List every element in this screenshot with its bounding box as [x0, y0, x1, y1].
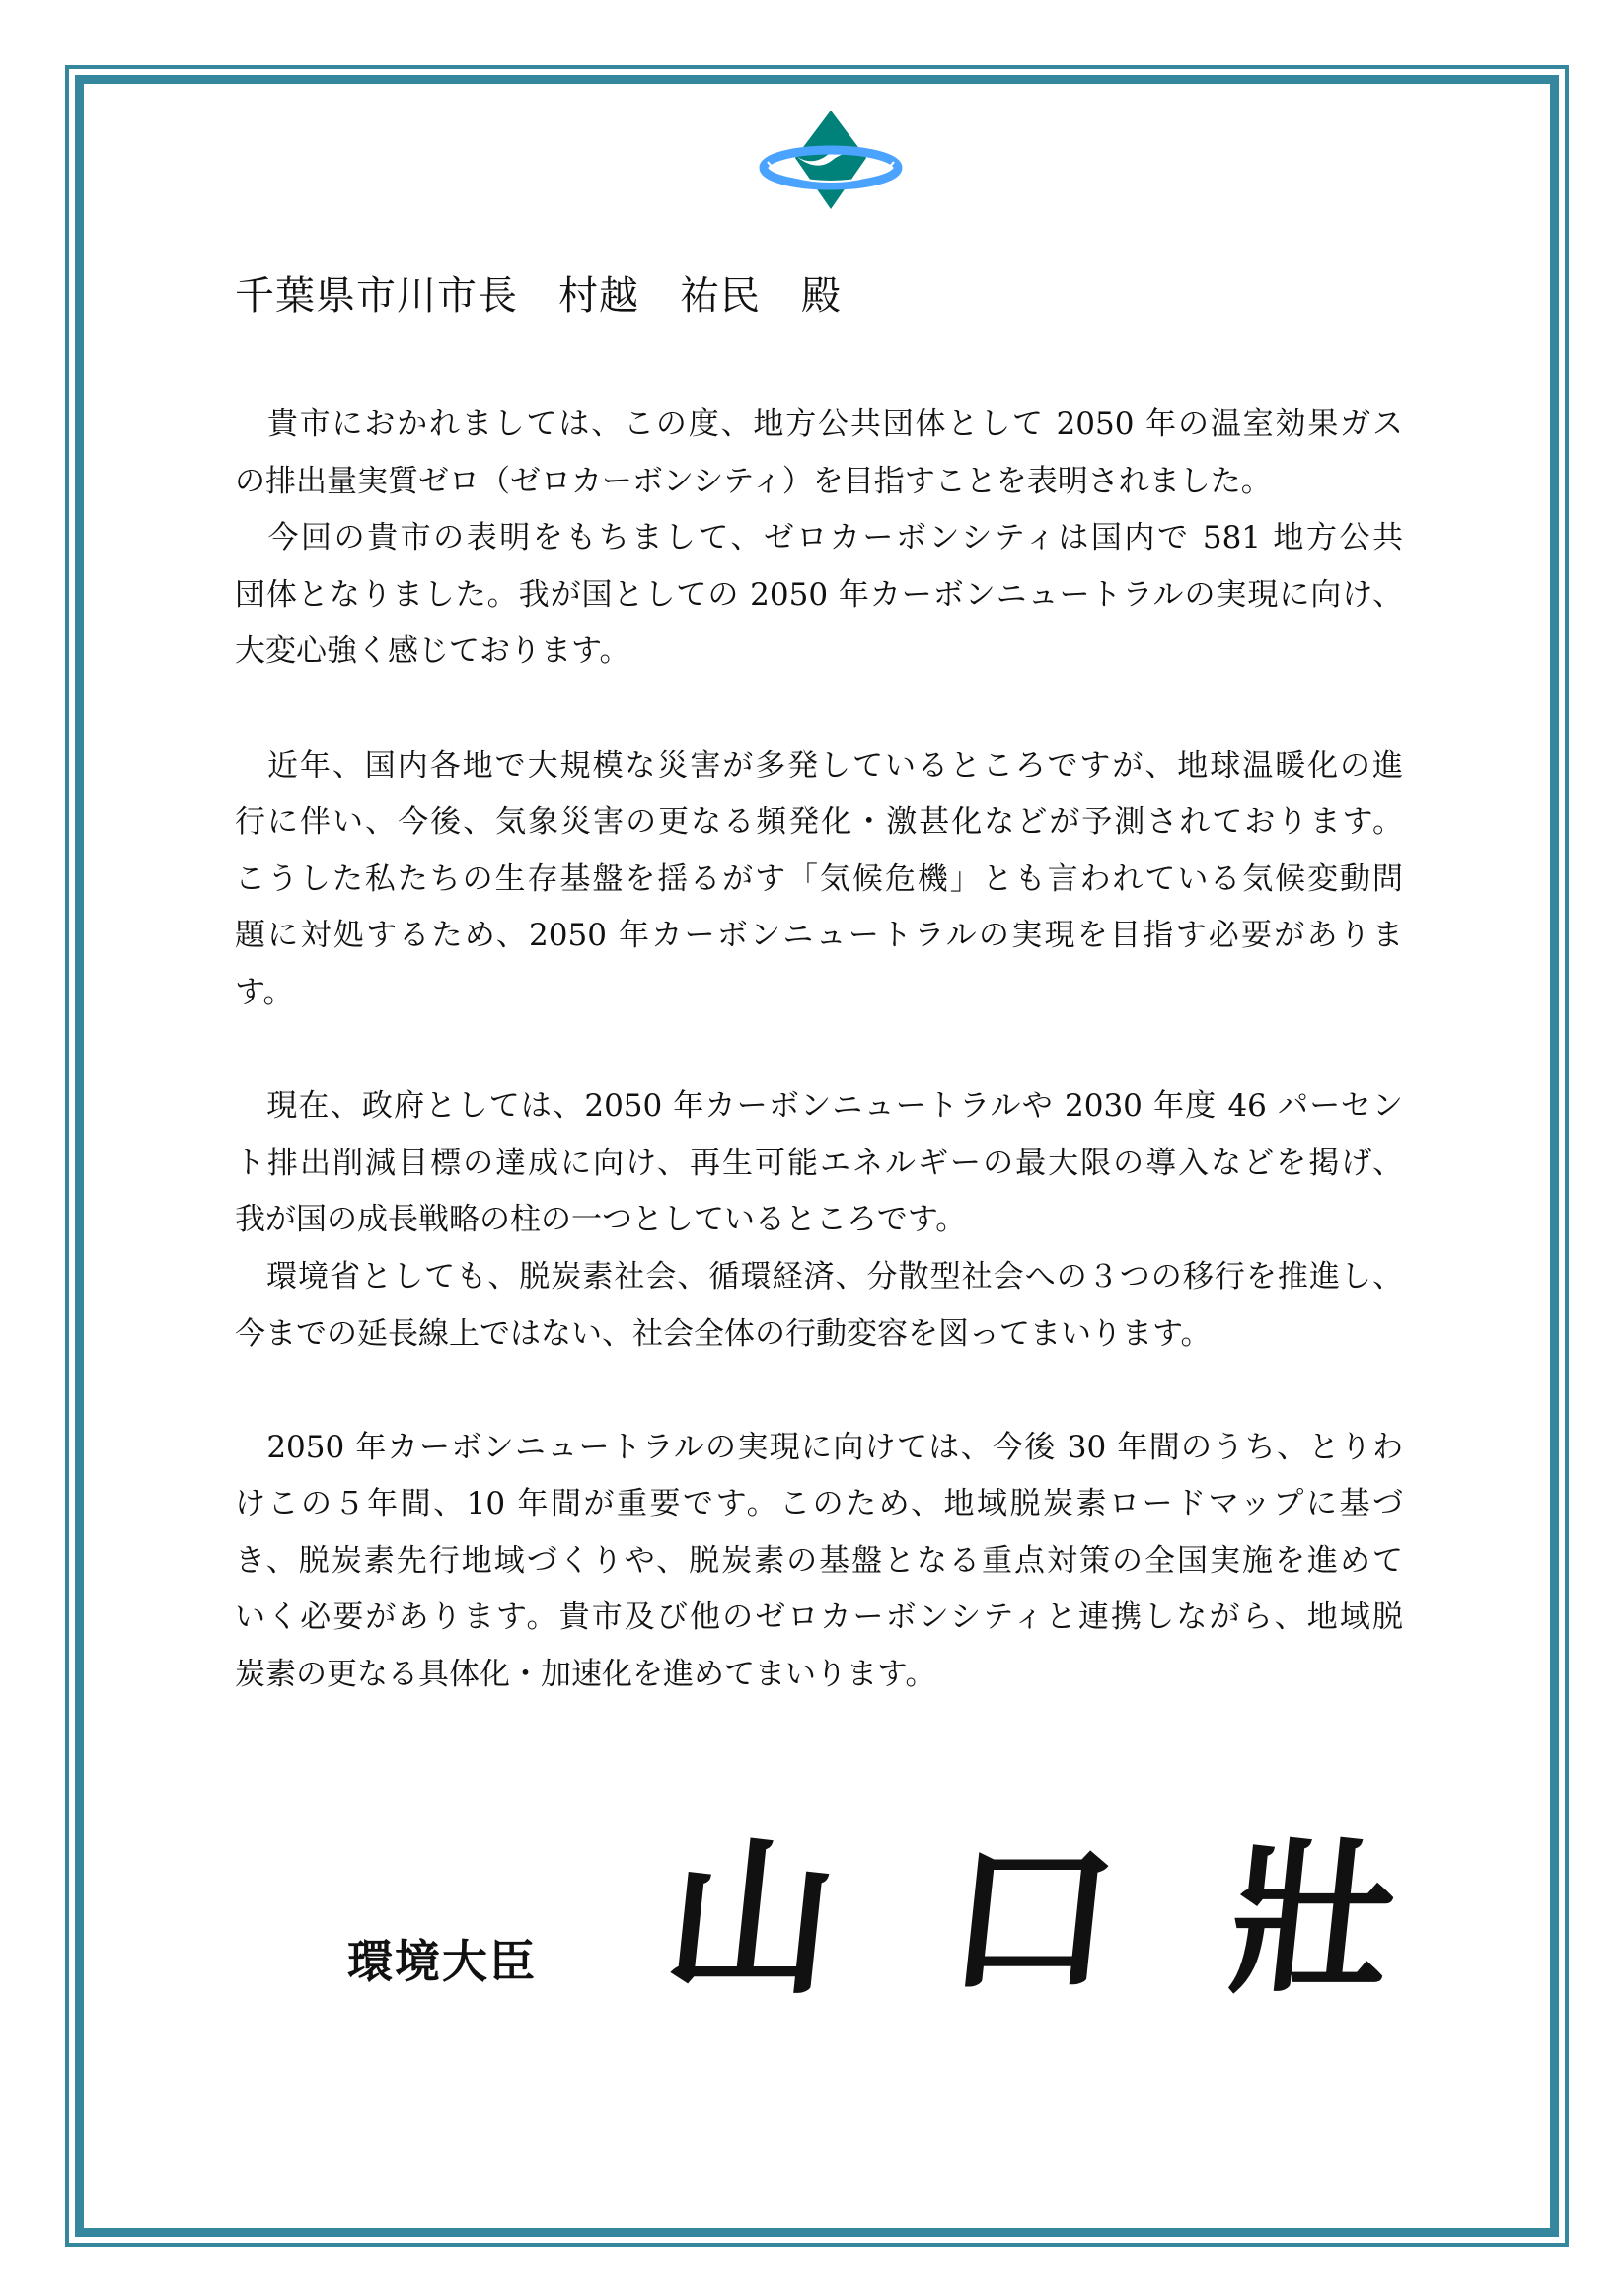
blank-line: [235, 681, 1403, 738]
paragraph-line: 環境省としても、脱炭素社会、循環経済、分散型社会への３つの移行を推進し、: [235, 1258, 1403, 1295]
ministry-logo-icon: [758, 111, 904, 209]
paragraph-line: 題に対処するため、2050 年カーボンニュートラルの実現を目指す必要がありま: [235, 918, 1403, 954]
paragraph-line: いく必要があります。貴市及び他のゼロカーボンシティと連携しながら、地域脱: [235, 1599, 1403, 1636]
paragraph-line: けこの５年間、10 年間が重要です。このため、地域脱炭素ロードマップに基づ: [235, 1486, 1403, 1522]
paragraph-line: 今までの延長線上ではない、社会全体の行動変容を図ってまいります。: [235, 1315, 1212, 1352]
paragraph-line: 行に伴い、今後、気象災害の更なる頻発化・激甚化などが予測されております。: [235, 804, 1403, 841]
paragraph: [235, 1078, 1403, 1249]
addressee-line: 千葉県市川市長 村越 祐民 殿: [235, 273, 842, 319]
paragraph: [235, 1420, 1403, 1704]
paragraph-line: 現在、政府としては、2050 年カーボンニュートラルや 2030 年度 46 パーセン: [235, 1088, 1403, 1125]
signature: [656, 1815, 1408, 2023]
paragraph-line: ト排出削減目標の達成に向け、再生可能エネルギーの最大限の導入などを掲げ、: [235, 1145, 1403, 1181]
paragraph-line: 炭素の更なる具体化・加速化を進めてまいります。: [235, 1657, 936, 1693]
paragraph: [235, 510, 1403, 681]
paragraph: [235, 738, 1403, 1022]
signature-char: 口: [937, 1820, 1127, 2018]
signature-char: 山: [656, 1820, 846, 2018]
letter-body: [235, 397, 1403, 1704]
paragraph-line: 貴市におかれましては、この度、地方公共団体として 2050 年の温室効果ガス: [235, 407, 1403, 442]
paragraph: [235, 1249, 1403, 1363]
paragraph-line: 団体となりました。我が国としての 2050 年カーボンニュートラルの実現に向け、: [235, 576, 1403, 613]
signature-char: 壯: [1218, 1820, 1408, 2018]
paragraph-line: 今回の貴市の表明をもちまして、ゼロカーボンシティは国内で 581 地方公共: [235, 520, 1403, 556]
paragraph: [235, 397, 1403, 510]
paragraph-line: す。: [235, 974, 294, 1010]
paragraph-line: 2050 年カーボンニュートラルの実現に向けては、今後 30 年間のうち、とりわ: [235, 1429, 1403, 1465]
paragraph-line: 我が国の成長戦略の柱の一つとしているところです。: [235, 1202, 967, 1238]
blank-line: [235, 1022, 1403, 1079]
signatory-title: 環境大臣: [347, 1935, 537, 1988]
paragraph-line: の排出量実質ゼロ（ゼロカーボンシティ）を目指すことを表明されました。: [235, 463, 1272, 499]
paragraph-line: こうした私たちの生存基盤を揺るがす「気候危機」とも言われている気候変動問: [235, 860, 1403, 897]
paragraph-line: き、脱炭素先行地域づくりや、脱炭素の基盤となる重点対策の全国実施を進めて: [235, 1542, 1403, 1579]
paragraph-line: 大変心強く感じております。: [235, 633, 630, 670]
paragraph-line: 近年、国内各地で大規模な災害が多発しているところですが、地球温暖化の進: [235, 747, 1403, 783]
blank-line: [235, 1363, 1403, 1420]
